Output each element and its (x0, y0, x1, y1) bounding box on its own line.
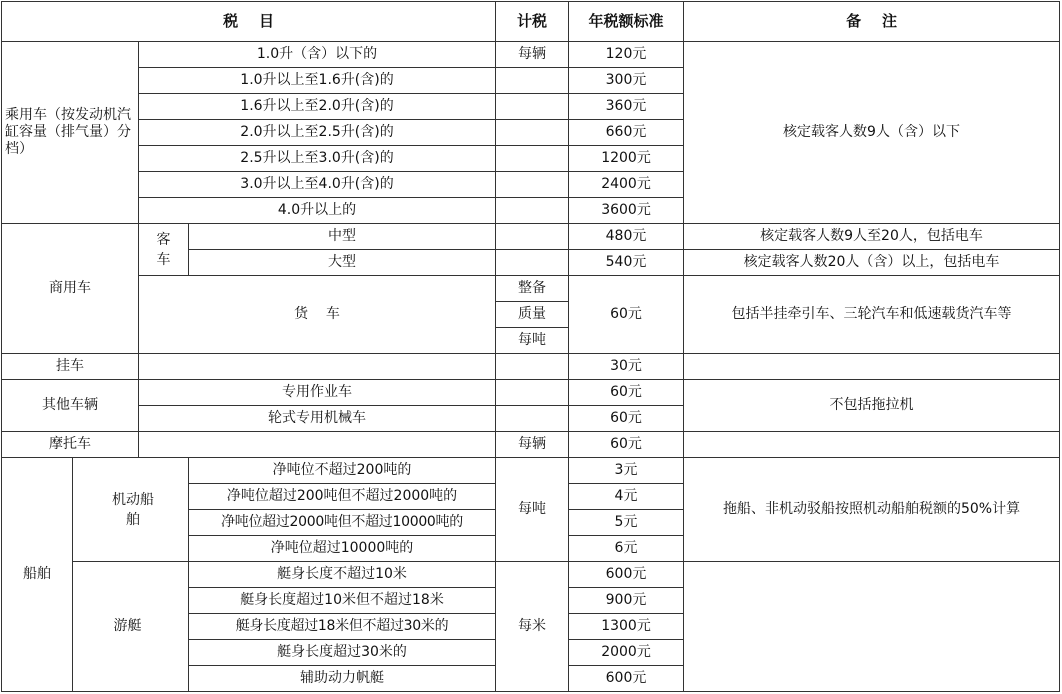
empty-cell (496, 250, 569, 276)
table-row (2, 432, 1060, 458)
passenger-note: 核定载客人数9人（含）以下 (684, 42, 1060, 224)
commercial-category: 商用车 (2, 224, 139, 354)
passenger-label: 1.6升以上至2.0升(含)的 (139, 94, 496, 120)
header-rate: 年税额标准 (569, 2, 684, 42)
table-row (2, 224, 1060, 250)
yacht-label: 游艇 (73, 562, 189, 692)
empty-cell (496, 68, 569, 94)
trailer-category: 挂车 (2, 354, 139, 380)
passenger-rate: 360元 (569, 94, 684, 120)
motor-ship-note: 拖船、非机动驳船按照机动船舶税额的50%计算 (684, 458, 1060, 562)
truck-unit: 质量 (496, 302, 569, 328)
passenger-unit: 每辆 (496, 42, 569, 68)
ships-category: 船舶 (2, 458, 73, 692)
yacht-row-label: 艇身长度超过10米但不超过18米 (189, 588, 496, 614)
other-rate: 60元 (569, 380, 684, 406)
bus-note-medium: 核定载客人数9人至20人，包括电车 (684, 224, 1060, 250)
yacht-rate: 1300元 (569, 614, 684, 640)
empty-cell (496, 172, 569, 198)
table-row (2, 458, 1060, 484)
bus-label-medium: 中型 (189, 224, 496, 250)
other-note: 不包括拖拉机 (684, 380, 1060, 432)
empty-cell (684, 432, 1060, 458)
header-item: 税 目 (2, 2, 496, 42)
motor-ship-rate: 6元 (569, 536, 684, 562)
passenger-category: 乘用车（按发动机汽缸容量（排气量）分档） (2, 42, 139, 224)
empty-cell (496, 354, 569, 380)
passenger-rate: 3600元 (569, 198, 684, 224)
header-row (2, 2, 1060, 42)
motor-ship-label: 机动船舶 (73, 458, 189, 562)
passenger-rate: 300元 (569, 68, 684, 94)
header-unit: 计税 (496, 2, 569, 42)
passenger-label: 1.0升以上至1.6升(含)的 (139, 68, 496, 94)
passenger-label: 1.0升（含）以下的 (139, 42, 496, 68)
truck-label: 货 车 (139, 276, 496, 354)
table-row (2, 380, 1060, 406)
bus-rate-large: 540元 (569, 250, 684, 276)
motorcycle-rate: 60元 (569, 432, 684, 458)
yacht-rate: 900元 (569, 588, 684, 614)
yacht-row-label: 辅助动力帆艇 (189, 666, 496, 692)
passenger-rate: 1200元 (569, 146, 684, 172)
empty-cell (139, 354, 496, 380)
empty-cell (496, 406, 569, 432)
other-label: 专用作业车 (139, 380, 496, 406)
other-label: 轮式专用机械车 (139, 406, 496, 432)
yacht-unit: 每米 (496, 562, 569, 692)
empty-cell (496, 224, 569, 250)
yacht-rate: 600元 (569, 562, 684, 588)
motor-ship-unit: 每吨 (496, 458, 569, 562)
motor-ship-row-label: 净吨位超过200吨但不超过2000吨的 (189, 484, 496, 510)
motor-ship-row-label: 净吨位超过2000吨但不超过10000吨的 (189, 510, 496, 536)
truck-note: 包括半挂牵引车、三轮汽车和低速载货汽车等 (684, 276, 1060, 354)
empty-cell (496, 380, 569, 406)
empty-cell (496, 198, 569, 224)
empty-cell (684, 562, 1060, 692)
bus-label-large: 大型 (189, 250, 496, 276)
trailer-rate: 30元 (569, 354, 684, 380)
empty-cell (684, 354, 1060, 380)
passenger-rate: 660元 (569, 120, 684, 146)
truck-unit: 每吨 (496, 328, 569, 354)
passenger-label: 4.0升以上的 (139, 198, 496, 224)
motorcycle-category: 摩托车 (2, 432, 139, 458)
motorcycle-unit: 每辆 (496, 432, 569, 458)
table-row (2, 354, 1060, 380)
motor-ship-row-label: 净吨位不超过200吨的 (189, 458, 496, 484)
bus-note-large: 核定载客人数20人（含）以上，包括电车 (684, 250, 1060, 276)
empty-cell (496, 120, 569, 146)
table-row (2, 562, 1060, 588)
other-category: 其他车辆 (2, 380, 139, 432)
yacht-row-label: 艇身长度超过18米但不超过30米的 (189, 614, 496, 640)
other-rate: 60元 (569, 406, 684, 432)
motor-ship-rate: 4元 (569, 484, 684, 510)
passenger-label: 3.0升以上至4.0升(含)的 (139, 172, 496, 198)
table-row (2, 42, 1060, 68)
yacht-row-label: 艇身长度不超过10米 (189, 562, 496, 588)
passenger-rate: 120元 (569, 42, 684, 68)
empty-cell (496, 94, 569, 120)
yacht-rate: 2000元 (569, 640, 684, 666)
passenger-rate: 2400元 (569, 172, 684, 198)
vehicle-vessel-tax-table (1, 1, 1060, 692)
empty-cell (139, 432, 496, 458)
empty-cell (496, 146, 569, 172)
motor-ship-row-label: 净吨位超过10000吨的 (189, 536, 496, 562)
header-note: 备 注 (684, 2, 1060, 42)
motor-ship-rate: 3元 (569, 458, 684, 484)
truck-rate: 60元 (569, 276, 684, 354)
yacht-rate: 600元 (569, 666, 684, 692)
truck-unit: 整备 (496, 276, 569, 302)
motor-ship-rate: 5元 (569, 510, 684, 536)
passenger-label: 2.5升以上至3.0升(含)的 (139, 146, 496, 172)
table-row (2, 276, 1060, 302)
bus-label: 客车 (139, 224, 189, 276)
yacht-row-label: 艇身长度超过30米的 (189, 640, 496, 666)
passenger-label: 2.0升以上至2.5升(含)的 (139, 120, 496, 146)
bus-rate-medium: 480元 (569, 224, 684, 250)
